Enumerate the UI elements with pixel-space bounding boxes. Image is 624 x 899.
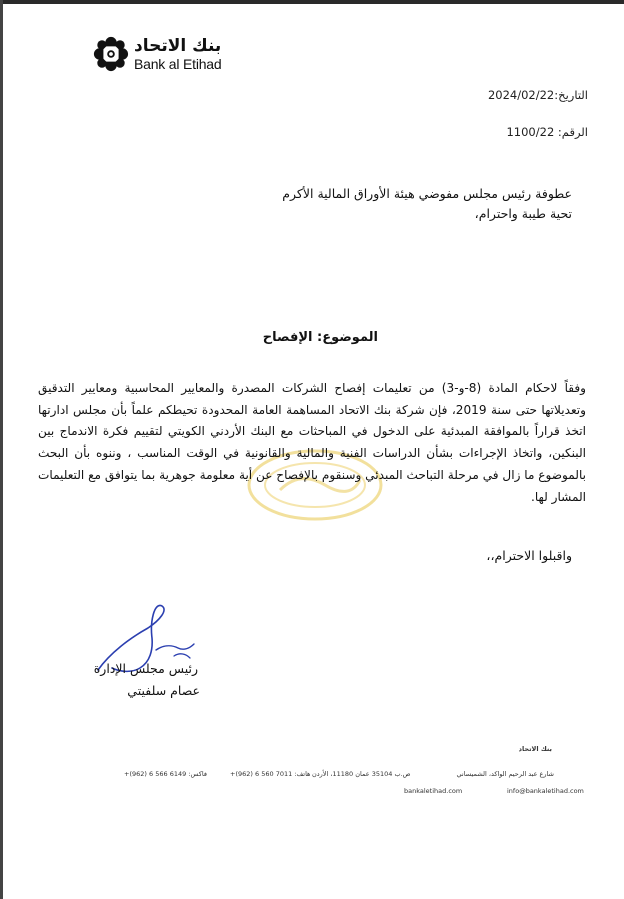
logo-name-arabic: بنك الاتحاد: [134, 35, 222, 56]
scan-top-edge: [0, 0, 624, 4]
date-value: 2024/02/22: [487, 88, 555, 102]
letter-reference: [506, 125, 588, 139]
footer-pobox: ص.ب 35104 عمان 11180، الأردن: [312, 770, 411, 778]
subject-line: الموضوع: الإفصاح: [262, 330, 378, 345]
footer-fax: فاكس: 6149 566 6 (962)+: [124, 770, 208, 778]
footer-email: info@bankaletihad.com: [507, 787, 584, 795]
letter-date: [488, 88, 588, 102]
bank-logo: [92, 34, 221, 74]
date-label: التاريخ:: [554, 88, 588, 102]
logo-name-english: Bank al Etihad: [134, 55, 222, 72]
signatory-title: رئيس مجلس الإدارة: [93, 661, 198, 676]
footer-bank-name: بنك الاتحاد: [518, 745, 552, 753]
scan-left-edge: [0, 0, 3, 899]
addressee: عطوفة رئيس مجلس مفوضي هيئة الأوراق المالية الأكرم: [282, 186, 572, 201]
footer-website: bankaletihad.com: [404, 787, 463, 795]
greeting: تحية طيبة واحترام،: [474, 206, 572, 221]
bank-al-etihad-logo-icon: [92, 34, 130, 74]
signatory-name: عصام سلفيتي: [127, 683, 200, 698]
footer-address: شارع عبد الرحيم الواكد، الشميساني: [456, 770, 554, 778]
reference-label: الرقم:: [557, 125, 588, 139]
closing-line: واقبلوا الاحترام،،: [486, 548, 572, 563]
letter-body: وفقاً لاحكام المادة (8-و-3) من تعليمات إفصاح الشركات المصدرة والمعايير المحاسبية ومعايير التدقيق وتعديلاتها حتى سنة 2019، فإن شركة بنك الاتحاد المساهمة العامة المحدودة تحيطكم علماً بأن مجلس ادارتها اتخذ قراراً بالموافقة المبدئية على الدخول في المباحثات مع البنك الأردني الكويتي لتقييم فكرة الاندماج بين البنكين، واتخاذ الإجراءات بشأن الدراسات الفنية والمالية والقانونية في الوقت المناسب ، وننوه بأن البحث بالموضوع ما زال في مرحلة التباحث المبدئي وسنقوم بالإفصاح عن أية معلومة جوهرية بما يتوافق مع التعليمات المشار لها.: [38, 381, 587, 504]
reference-value: 1100/22: [506, 125, 555, 139]
footer-phone: هاتف: 7011 560 6 (962)+: [230, 770, 311, 778]
